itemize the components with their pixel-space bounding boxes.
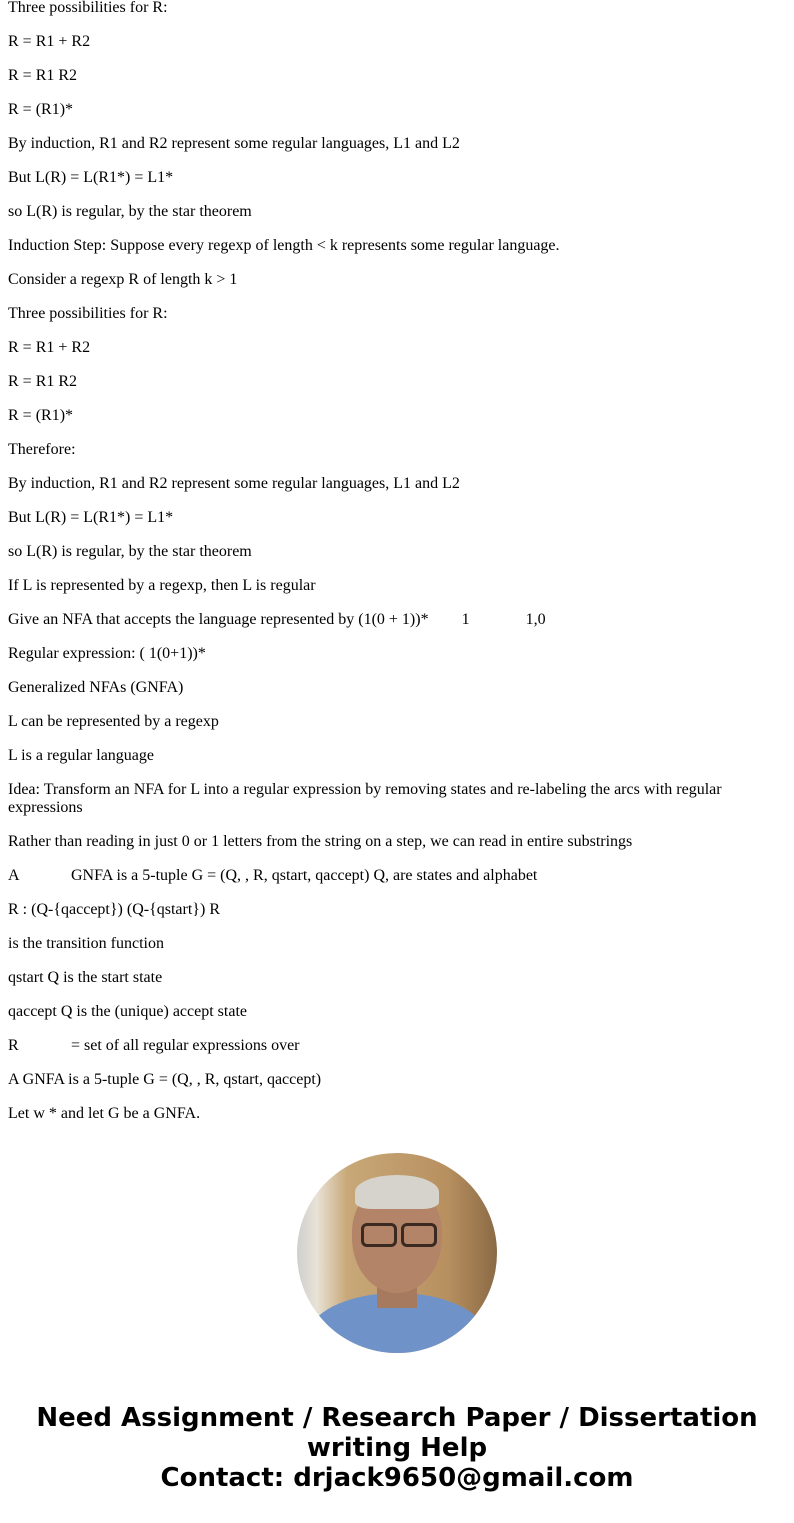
author-photo [297, 1153, 497, 1353]
nfa-question-text: Give an NFA that accepts the language represented by (1(0 + 1))* [8, 611, 429, 628]
r-definition [8, 1037, 788, 1055]
footer-help-text: Need Assignment / Research Paper / Dissertation writing Help [36, 1403, 758, 1463]
text-line: Let w * and let G be a GNFA. [8, 1105, 201, 1122]
photo-hair [355, 1175, 439, 1209]
text-line: But L(R) = L(R1*) = L1* [8, 509, 174, 526]
document-body [8, 0, 788, 1139]
text-line: R = R1 R2 [8, 373, 78, 390]
nfa-question [8, 611, 788, 629]
text-line: Three possibilities for R: [8, 0, 168, 16]
text-line: But L(R) = L(R1*) = L1* [8, 169, 174, 186]
gnfa-text: GNFA is a 5-tuple G = (Q, , R, qstart, qaccept) Q, are states and alphabet [71, 867, 538, 884]
text-line: Therefore: [8, 441, 76, 458]
text-line: Consider a regexp R of length k > 1 [8, 271, 238, 288]
text-line: so L(R) is regular, by the star theorem [8, 543, 252, 560]
text-line: Induction Step: Suppose every regexp of length < k represents some regular language. [8, 237, 560, 254]
text-line: L is a regular language [8, 747, 155, 764]
text-line: is the transition function [8, 935, 164, 952]
text-line: qstart Q is the start state [8, 969, 163, 986]
text-line: Generalized NFAs (GNFA) [8, 679, 184, 696]
text-line: R = R1 + R2 [8, 339, 91, 356]
r-text: = set of all regular expressions over [71, 1037, 300, 1054]
text-line: R = R1 + R2 [8, 33, 91, 50]
text-line: By induction, R1 and R2 represent some regular languages, L1 and L2 [8, 135, 460, 152]
text-line: Regular expression: ( 1(0+1))* [8, 645, 206, 662]
text-line: Idea: Transform an NFA for L into a regular expression by removing states and re-labeling the arcs with regular expressions [8, 781, 722, 816]
text-line: R = (R1)* [8, 407, 74, 424]
text-line: qaccept Q is the (unique) accept state [8, 1003, 247, 1020]
gnfa-a: A [8, 867, 20, 884]
glasses-icon [401, 1223, 437, 1247]
text-line: Three possibilities for R: [8, 305, 168, 322]
text-line: R = (R1)* [8, 101, 74, 118]
text-line: R : (Q-{qaccept}) (Q-{qstart}) R [8, 901, 220, 918]
text-line: By induction, R1 and R2 represent some regular languages, L1 and L2 [8, 475, 460, 492]
text-line: R = R1 R2 [8, 67, 78, 84]
text-line: Rather than reading in just 0 or 1 letters from the string on a step, we can read in entire substrings [8, 833, 633, 850]
text-line: L can be represented by a regexp [8, 713, 219, 730]
glasses-icon [361, 1223, 397, 1247]
nfa-arc-label: 1 [461, 611, 470, 628]
footer-ad [0, 1403, 794, 1493]
footer-contact[interactable]: Contact: drjack9650@gmail.com [160, 1463, 634, 1493]
nfa-arc-label: 1,0 [525, 611, 546, 628]
r-symbol: R [8, 1037, 19, 1054]
text-line: A GNFA is a 5-tuple G = (Q, , R, qstart, qaccept) [8, 1071, 322, 1088]
gnfa-definition [8, 867, 788, 885]
text-line: If L is represented by a regexp, then L is regular [8, 577, 316, 594]
text-line: so L(R) is regular, by the star theorem [8, 203, 252, 220]
